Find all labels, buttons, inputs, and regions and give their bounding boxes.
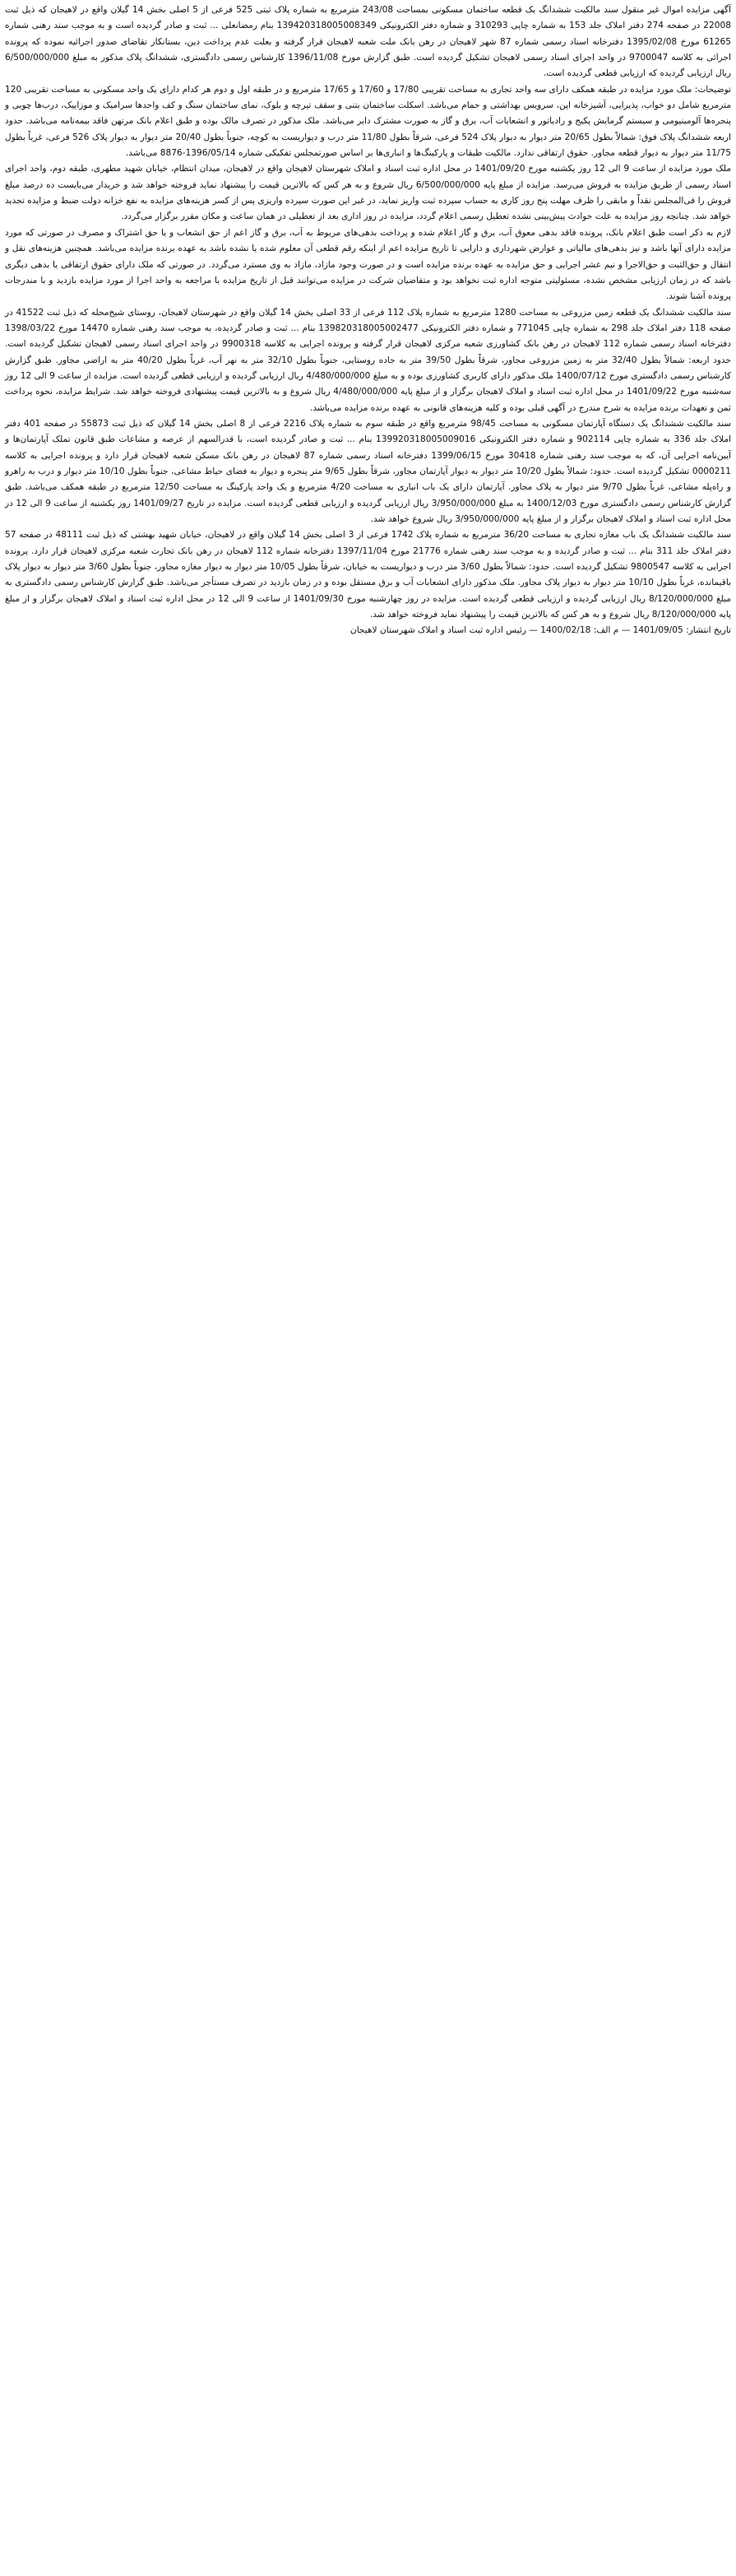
notice-paragraph-1: آگهی مزایده اموال غیر منقول سند مالکیت ششدانگ یک قطعه ساختمان مسکونی بمساحت 243/08 مترمربع به شماره پلاک ثبتی 525 فرعی از 5 اصلی بخش 14 گیلان واقع در لاهیجان که ذیل ثبت 22008 در صفحه 274 دفتر املاک جلد 153 به شماره چاپی 310293 و شماره دفتر الکترونیکی 139420318005008349 بنام رمضانعلی ... ثبت و صادر گردیده است و به موجب سند رهنی شماره 61265 مورخ 1395/02/08 دفترخانه اسناد رسمی شماره 87 شهر لاهیجان در رهن بانک ملت شعبه لاهیجان قرار گرفته و بعلت عدم پرداخت دین، بستانکار تقاضای صدور اجرائیه نموده که پرونده اجرائی به کلاسه 9700047 در واحد اجرای اسناد رسمی لاهیجان تشکیل گردیده است. طبق گزارش مورخ 1396/11/08 کارشناس رسمی دادگستری، ششدانگ پلاک مذکور به مبلغ 6/500/000/000 ریال ارزیابی گردیده که ارزیابی قطعی گردیده است. (5, 5, 731, 79)
notice-paragraph-7: سند مالکیت ششدانگ یک باب مغازه تجاری به مساحت 36/20 مترمربع به شماره پلاک 1742 فرعی از 3 اصلی بخش 14 گیلان واقع در لاهیجان، خیابان شهید بهشتی که ذیل ثبت 48111 در صفحه 57 دفتر املاک جلد 311 بنام ... ثبت و صادر گردیده و به موجب سند رهنی شماره 21776 مورخ 1397/11/04 دفترخانه شماره 112 لاهیجان در رهن بانک تجارت شعبه مرکزی لاهیجان قرار دارد. پرونده اجرایی به کلاسه 9800547 تشکیل گردیده است. حدود: شمالاً بطول 3/60 متر درب و دیواریست به خیابان، شرقاً بطول 10/05 متر دیوار به دیوار مغازه مجاور، جنوباً بطول 3/60 متر دیوار به دیوار پلاک باقیمانده، غرباً بطول 10/10 متر دیوار به دیوار پلاک مجاور. ملک مذکور دارای انشعابات آب و برق مستقل بوده و در زمان بازدید در تصرف مستأجر می‌باشد. طبق گزارش کارشناس رسمی دادگستری به مبلغ 8/120/000/000 ریال ارزیابی گردیده و ارزیابی قطعی گردیده است. مزایده در روز چهارشنبه مورخ 1401/09/30 از ساعت 9 الی 12 در محل اداره ثبت اسناد و املاک لاهیجان برگزار و از مبلغ پایه 8/120/000/000 ریال شروع و به هر کس که بالاترین قیمت را پیشنهاد نماید فروخته خواهد شد. (5, 530, 732, 620)
auction-notice-text (5, 2, 731, 639)
notice-paragraph-2: توضیحات: ملک مورد مزایده در طبقه همکف دارای سه واحد تجاری به مساحت تقریبی 17/80 و 17/60 و 17/65 مترمربع و در طبقه اول و دوم هر کدام دارای یک واحد مسکونی به مساحت تقریبی 120 مترمربع شامل دو خواب، پذیرایی، آشپزخانه اپن، سرویس بهداشتی و حمام می‌باشد. اسکلت ساختمان بتنی و سقف تیرچه و بلوک، نمای ساختمان سنگ و کف واحدها سرامیک و موزاییک، درب‌ها چوبی و پنجره‌ها آلومینیومی و سیستم گرمایش پکیج و رادیاتور و انشعابات آب، برق و گاز به صورت مشترک دایر می‌باشد. ملک مذکور در تصرف مالک بوده و طبق اعلام بانک مرتهن فاقد بیمه‌نامه می‌باشد. حدود اربعه ششدانگ پلاک فوق: شمالاً بطول 20/65 متر دیوار به دیوار پلاک 524 فرعی، شرقاً بطول 11/80 متر درب و دیواریست به کوچه، جنوباً بطول 20/40 متر دیوار به دیوار پلاک 526 فرعی، غرباً بطول 11/75 متر دیوار به دیوار قطعه مجاور. حقوق ارتفاقی ندارد. مالکیت طبقات و پارکینگ‌ها و انباری‌ها بر اساس صورتمجلس تفکیکی شماره 1396/05/14-8876 می‌باشد. (5, 84, 731, 159)
notice-paragraph-4: لازم به ذکر است طبق اعلام بانک، پرونده فاقد بدهی معوق آب، برق و گاز اعلام شده و پرداخت بدهی‌های مربوط به آب، برق و گاز اعم از حق انشعاب و یا حق اشتراک و مصرف در صورتی که مورد مزایده دارای آنها باشد و نیز بدهی‌های مالیاتی و عوارض شهرداری و دارایی تا تاریخ مزایده اعم از اینکه رقم قطعی آن معلوم شده یا نشده باشد به عهده برنده مزایده می‌باشد. همچنین هزینه‌های نقل و انتقال و حق‌الثبت و حق‌الاجرا و نیم عشر اجرایی و حق مزایده به عهده برنده مزایده است و در صورت وجود مازاد، مازاد به وی مسترد می‌گردد. در صورتی که ملک دارای حقوق ارتفاقی یا بدهی دیگری باشد که در زمان ارزیابی مشخص نشده، مسئولیتی متوجه اداره ثبت نخواهد بود و متقاضیان شرکت در مزایده می‌توانند قبل از تاریخ مزایده با مراجعه به واحد اجرا از مورد مزایده بازدید و با مندرجات پرونده آشنا شوند. (5, 227, 731, 302)
notice-paragraph-3: ملک مورد مزایده از ساعت 9 الی 12 روز یکشنبه مورخ 1401/09/20 در محل اداره ثبت اسناد و املاک شهرستان لاهیجان واقع در لاهیجان، میدان انتظام، خیابان شهید مطهری، طبقه دوم، واحد اجرای اسناد رسمی از طریق مزایده به فروش می‌رسد. مزایده از مبلغ پایه 6/500/000/000 ریال شروع و به هر کس که بالاترین قیمت را پیشنهاد نماید فروخته خواهد شد و خریدار می‌بایست ده درصد مبلغ فروش را فی‌المجلس نقداً و مابقی را ظرف مهلت پنج روز کاری به حساب سپرده ثبت واریز نماید، در غیر این صورت سپرده واریزی پس از کسر هزینه‌های مزایده به نفع خزانه دولت ضبط و مزایده تجدید خواهد شد. چنانچه روز مزایده به علت حوادث پیش‌بینی نشده تعطیل رسمی اعلام گردد، مزایده در روز اداری بعد از تعطیلی در همان ساعت و مکان مقرر برگزار می‌گردد. (5, 164, 731, 222)
notice-footer: تاریخ انتشار: 1401/09/05 — م الف: 1400/02/18 — رئیس اداره ثبت اسناد و املاک شهرستان لاهیجان (349, 625, 731, 636)
notice-paragraph-6: سند مالکیت ششدانگ یک دستگاه آپارتمان مسکونی به مساحت 98/45 مترمربع واقع در طبقه سوم به شماره پلاک 2216 فرعی از 8 اصلی بخش 14 گیلان که ذیل ثبت 55873 در صفحه 401 دفتر املاک جلد 336 به شماره چاپی 902114 و شماره دفتر الکترونیکی 139920318005009016 بنام ... ثبت و صادر گردیده است، با قدرالسهم از عرصه و مشاعات طبق قانون تملک آپارتمان‌ها و آیین‌نامه اجرایی آن، که به موجب سند رهنی شماره 30418 مورخ 1399/06/15 دفترخانه اسناد رسمی شماره 87 لاهیجان در رهن بانک مسکن شعبه لاهیجان قرار دارد و پرونده اجرایی به کلاسه 0000211 تشکیل گردیده است. حدود: شمالاً بطول 10/20 متر دیوار به دیوار آپارتمان مجاور، شرقاً بطول 9/65 متر پنجره و دیوار به فضای حیاط مشاعی، جنوباً بطول 10/10 متر دیوار و درب به راهرو و راه‌پله مشاعی، غرباً بطول 9/70 متر دیوار به پلاک مجاور. آپارتمان دارای یک باب انباری به مساحت 4/20 مترمربع و یک واحد پارکینگ به مساحت 12/50 مترمربع در طبقه همکف می‌باشد. طبق گزارش کارشناس رسمی دادگستری مورخ 1400/12/03 به مبلغ 3/950/000/000 ریال ارزیابی گردیده و ارزیابی قطعی گردیده است. مزایده در تاریخ 1401/09/27 روز یکشنبه از ساعت 9 الی 12 در محل اداره ثبت اسناد و املاک لاهیجان برگزار و از مبلغ پایه 3/950/000/000 ریال شروع خواهد شد. (5, 418, 732, 524)
notice-paragraph-5: سند مالکیت ششدانگ یک قطعه زمین مزروعی به مساحت 1280 مترمربع به شماره پلاک 112 فرعی از 33 اصلی بخش 14 گیلان واقع در شهرستان لاهیجان، روستای شیخ‌محله که ذیل ثبت 41522 در صفحه 118 دفتر املاک جلد 298 به شماره چاپی 771045 و شماره دفتر الکترونیکی 139820318005002477 بنام ... ثبت و صادر گردیده، به موجب سند رهنی شماره 14470 مورخ 1398/03/22 دفترخانه اسناد رسمی شماره 112 لاهیجان در رهن بانک کشاورزی شعبه مرکزی لاهیجان قرار گرفته و پرونده اجرایی به کلاسه 9900318 در واحد اجرای اسناد رسمی لاهیجان تشکیل گردیده است. حدود اربعه: شمالاً بطول 32/40 متر به زمین مزروعی مجاور، شرقاً بطول 39/50 متر به جاده روستایی، جنوباً بطول 32/10 متر به نهر آب، غرباً بطول 40/20 متر به اراضی مجاور. طبق گزارش کارشناس رسمی دادگستری مورخ 1400/07/12 ملک مذکور دارای کاربری کشاورزی بوده و به مبلغ 4/480/000/000 ریال ارزیابی گردیده و ارزیابی قطعی گردیده است. مزایده از ساعت 9 الی 12 روز سه‌شنبه مورخ 1401/09/22 در محل اداره ثبت اسناد و املاک لاهیجان برگزار و از مبلغ پایه 4/480/000/000 ریال شروع و به بالاترین قیمت پیشنهادی فروخته خواهد شد. شرایط مزایده، نحوه پرداخت ثمن و تعهدات برنده مزایده به شرح مندرج در آگهی قبلی بوده و کلیه هزینه‌های قانونی به عهده برنده مزایده می‌باشد. (5, 307, 732, 413)
